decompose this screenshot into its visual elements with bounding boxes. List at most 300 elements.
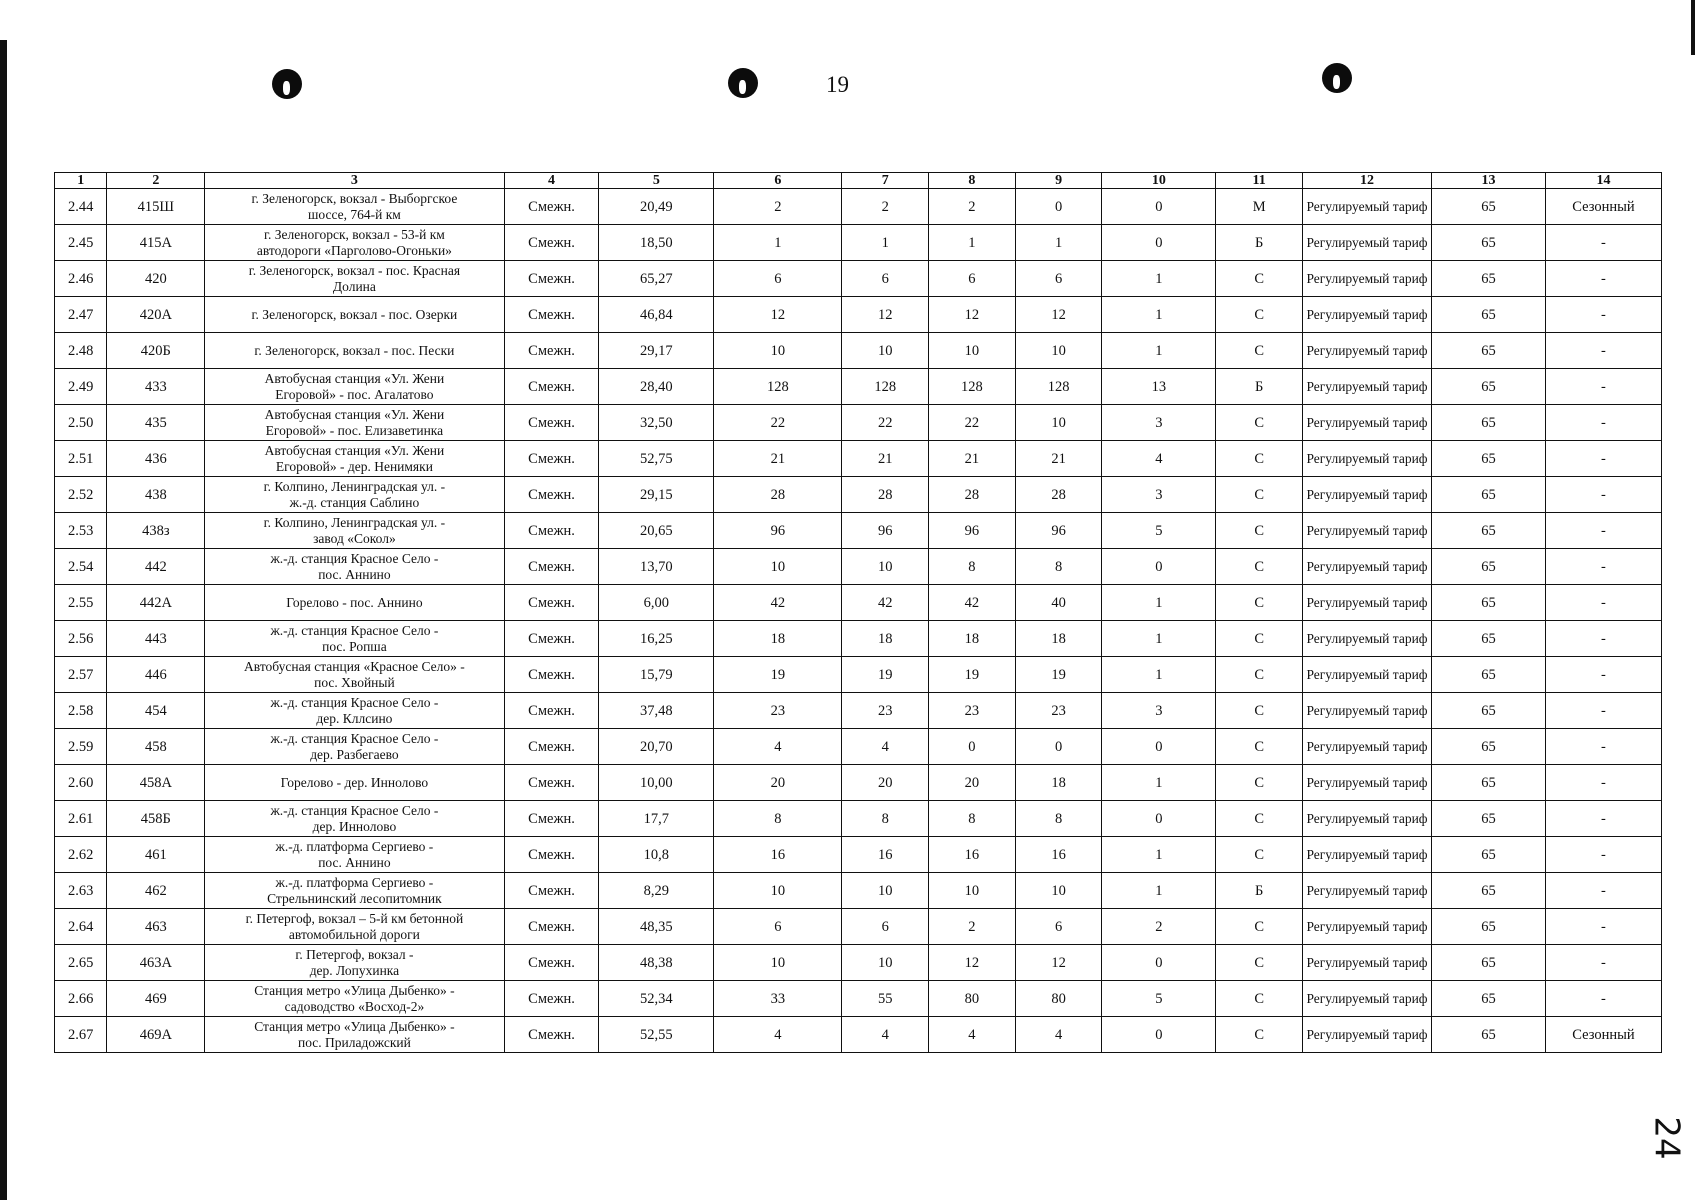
table-cell: - — [1545, 837, 1661, 873]
table-cell: Регулируемый тариф — [1303, 657, 1432, 693]
table-cell: М — [1216, 189, 1303, 225]
table-cell: 10 — [714, 873, 842, 909]
table-cell: 5 — [1102, 513, 1216, 549]
table-cell: 42 — [929, 585, 1016, 621]
table-cell: Смежн. — [504, 801, 599, 837]
table-cell: Регулируемый тариф — [1303, 1017, 1432, 1053]
table-cell: Регулируемый тариф — [1303, 513, 1432, 549]
table-cell: 4 — [842, 729, 929, 765]
table-cell: 3 — [1102, 477, 1216, 513]
table-cell: Регулируемый тариф — [1303, 729, 1432, 765]
table-row — [55, 369, 1662, 405]
table-cell: 10 — [1015, 405, 1102, 441]
table-cell: 48,38 — [599, 945, 714, 981]
table-cell: 65 — [1432, 477, 1546, 513]
table-cell: 8 — [929, 549, 1016, 585]
table-cell: С — [1216, 981, 1303, 1017]
table-row — [55, 297, 1662, 333]
table-row — [55, 333, 1662, 369]
table-cell: 80 — [1015, 981, 1102, 1017]
table-cell: 18 — [714, 621, 842, 657]
table-cell: 2.61 — [55, 801, 107, 837]
table-cell: 2.57 — [55, 657, 107, 693]
table-row — [55, 801, 1662, 837]
table-cell: - — [1545, 945, 1661, 981]
table-cell: 128 — [842, 369, 929, 405]
column-header: 4 — [504, 173, 599, 189]
table-cell: Горелово - пос. Аннино — [205, 585, 504, 621]
table-cell: 4 — [714, 729, 842, 765]
table-cell: 2.49 — [55, 369, 107, 405]
table-row — [55, 405, 1662, 441]
table-cell: С — [1216, 693, 1303, 729]
table-cell: 65 — [1432, 981, 1546, 1017]
table-cell: - — [1545, 549, 1661, 585]
table-cell: 4 — [929, 1017, 1016, 1053]
table-cell: 65 — [1432, 261, 1546, 297]
table-cell: 65 — [1432, 585, 1546, 621]
table-cell: - — [1545, 981, 1661, 1017]
table-row — [55, 981, 1662, 1017]
table-cell: 2 — [714, 189, 842, 225]
table-cell: Регулируемый тариф — [1303, 837, 1432, 873]
table-cell: Смежн. — [504, 873, 599, 909]
table-cell: 1 — [1102, 873, 1216, 909]
table-cell: - — [1545, 873, 1661, 909]
table-cell: 96 — [929, 513, 1016, 549]
table-cell: 1 — [1102, 585, 1216, 621]
table-cell: г. Зеленогорск, вокзал - Выборгское шоссе, 764-й км — [205, 189, 504, 225]
table-cell: 18 — [1015, 621, 1102, 657]
table-cell: 2.64 — [55, 909, 107, 945]
table-cell: С — [1216, 441, 1303, 477]
table-row — [55, 513, 1662, 549]
table-cell: 1 — [1102, 333, 1216, 369]
table-cell: С — [1216, 261, 1303, 297]
table-cell: 435 — [107, 405, 205, 441]
table-cell: Б — [1216, 369, 1303, 405]
table-cell: 2.55 — [55, 585, 107, 621]
table-cell: 46,84 — [599, 297, 714, 333]
column-header: 12 — [1303, 173, 1432, 189]
table-row — [55, 873, 1662, 909]
table-cell: 21 — [1015, 441, 1102, 477]
table-cell: 12 — [842, 297, 929, 333]
table-cell: 80 — [929, 981, 1016, 1017]
table-cell: 65 — [1432, 765, 1546, 801]
table-cell: Регулируемый тариф — [1303, 873, 1432, 909]
table-cell: 16 — [842, 837, 929, 873]
table-cell: 21 — [842, 441, 929, 477]
table-cell: 10 — [714, 333, 842, 369]
table-cell: 65 — [1432, 333, 1546, 369]
table-cell: 19 — [842, 657, 929, 693]
table-cell: Смежн. — [504, 369, 599, 405]
table-cell: Смежн. — [504, 585, 599, 621]
table-cell: 12 — [1015, 297, 1102, 333]
table-body — [55, 189, 1662, 1053]
table-cell: Б — [1216, 225, 1303, 261]
table-cell: 3 — [1102, 693, 1216, 729]
table-cell: 469 — [107, 981, 205, 1017]
table-cell: 1 — [1015, 225, 1102, 261]
table-cell: ж.-д. станция Красное Село - пос. Аннино — [205, 549, 504, 585]
column-header: 3 — [205, 173, 504, 189]
table-cell: С — [1216, 549, 1303, 585]
table-cell: С — [1216, 297, 1303, 333]
table-cell: - — [1545, 513, 1661, 549]
table-cell: С — [1216, 621, 1303, 657]
table-cell: 13,70 — [599, 549, 714, 585]
table-cell: 442А — [107, 585, 205, 621]
table-cell: 2.44 — [55, 189, 107, 225]
table-cell: Смежн. — [504, 513, 599, 549]
table-cell: ж.-д. станция Красное Село - дер. Иннолово — [205, 801, 504, 837]
table-cell: - — [1545, 765, 1661, 801]
table-cell: 0 — [1102, 729, 1216, 765]
table-cell: 6 — [842, 909, 929, 945]
table-cell: 8 — [842, 801, 929, 837]
table-cell: Смежн. — [504, 657, 599, 693]
table-cell: 65 — [1432, 513, 1546, 549]
table-cell: 0 — [929, 729, 1016, 765]
table-cell: 4 — [842, 1017, 929, 1053]
column-header: 1 — [55, 173, 107, 189]
table-cell: 2.46 — [55, 261, 107, 297]
table-cell: 48,35 — [599, 909, 714, 945]
table-cell: 29,17 — [599, 333, 714, 369]
table-cell: 8,29 — [599, 873, 714, 909]
table-row — [55, 477, 1662, 513]
table-cell: Смежн. — [504, 189, 599, 225]
table-cell: С — [1216, 945, 1303, 981]
table-cell: Регулируемый тариф — [1303, 585, 1432, 621]
table-cell: 23 — [929, 693, 1016, 729]
table-cell: Смежн. — [504, 225, 599, 261]
table-cell: 20 — [842, 765, 929, 801]
table-cell: Регулируемый тариф — [1303, 621, 1432, 657]
table-cell: 96 — [714, 513, 842, 549]
table-cell: 28 — [929, 477, 1016, 513]
table-cell: г. Зеленогорск, вокзал - пос. Озерки — [205, 297, 504, 333]
table-cell: 2.58 — [55, 693, 107, 729]
table-cell: Смежн. — [504, 297, 599, 333]
table-cell: 0 — [1102, 1017, 1216, 1053]
table-cell: 4 — [1015, 1017, 1102, 1053]
table-cell: - — [1545, 477, 1661, 513]
table-row — [55, 837, 1662, 873]
table-cell: - — [1545, 657, 1661, 693]
table-header-row — [55, 173, 1662, 189]
table-cell: 12 — [929, 297, 1016, 333]
table-cell: 10 — [842, 549, 929, 585]
table-cell: 22 — [842, 405, 929, 441]
table-cell: - — [1545, 801, 1661, 837]
table-cell: 10,00 — [599, 765, 714, 801]
column-header: 8 — [929, 173, 1016, 189]
table-cell: 1 — [929, 225, 1016, 261]
table-cell: 420Б — [107, 333, 205, 369]
table-cell: 415А — [107, 225, 205, 261]
table-cell: 3 — [1102, 405, 1216, 441]
table-cell: 0 — [1015, 189, 1102, 225]
table-row — [55, 1017, 1662, 1053]
table-cell: 0 — [1102, 549, 1216, 585]
table-cell: Регулируемый тариф — [1303, 549, 1432, 585]
table-cell: ж.-д. станция Красное Село - дер. Разбегаево — [205, 729, 504, 765]
table-cell: 23 — [1015, 693, 1102, 729]
table-cell: 2.47 — [55, 297, 107, 333]
table-cell: Смежн. — [504, 261, 599, 297]
table-cell: 65 — [1432, 405, 1546, 441]
table-cell: 42 — [842, 585, 929, 621]
table-cell: 65 — [1432, 297, 1546, 333]
table-cell: г. Зеленогорск, вокзал - пос. Пески — [205, 333, 504, 369]
table-row — [55, 225, 1662, 261]
table-cell: 52,55 — [599, 1017, 714, 1053]
table-cell: Сезонный — [1545, 1017, 1661, 1053]
table-cell: 65 — [1432, 369, 1546, 405]
table-cell: 443 — [107, 621, 205, 657]
table-cell: 55 — [842, 981, 929, 1017]
table-cell: 458Б — [107, 801, 205, 837]
table-cell: 18 — [842, 621, 929, 657]
table-cell: 469А — [107, 1017, 205, 1053]
table-cell: 16,25 — [599, 621, 714, 657]
table-cell: 28 — [714, 477, 842, 513]
table-cell: - — [1545, 333, 1661, 369]
table-cell: Регулируемый тариф — [1303, 369, 1432, 405]
table-cell: - — [1545, 225, 1661, 261]
table-cell: 65 — [1432, 441, 1546, 477]
table-cell: 458 — [107, 729, 205, 765]
table-cell: Регулируемый тариф — [1303, 981, 1432, 1017]
table-row — [55, 945, 1662, 981]
table-cell: 20,70 — [599, 729, 714, 765]
table-cell: Регулируемый тариф — [1303, 297, 1432, 333]
table-row — [55, 765, 1662, 801]
table-cell: Регулируемый тариф — [1303, 261, 1432, 297]
table-row — [55, 261, 1662, 297]
table-row — [55, 693, 1662, 729]
table-cell: Станция метро «Улица Дыбенко» - садоводство «Восход-2» — [205, 981, 504, 1017]
table-cell: 65 — [1432, 801, 1546, 837]
table-cell: 65 — [1432, 693, 1546, 729]
table-cell: С — [1216, 477, 1303, 513]
table-cell: 29,15 — [599, 477, 714, 513]
table-cell: - — [1545, 693, 1661, 729]
table-cell: 0 — [1015, 729, 1102, 765]
table-cell: 128 — [929, 369, 1016, 405]
table-cell: Регулируемый тариф — [1303, 765, 1432, 801]
table-cell: 22 — [714, 405, 842, 441]
table-cell: Смежн. — [504, 1017, 599, 1053]
table-cell: Автобусная станция «Ул. Жени Егоровой» - пос. Агалатово — [205, 369, 504, 405]
table-cell: 10 — [714, 549, 842, 585]
punch-hole-center — [728, 68, 758, 98]
table-cell: 436 — [107, 441, 205, 477]
column-header: 6 — [714, 173, 842, 189]
table-cell: 10,8 — [599, 837, 714, 873]
table-cell: 0 — [1102, 945, 1216, 981]
table-cell: 1 — [714, 225, 842, 261]
table-cell: Станция метро «Улица Дыбенко» - пос. Приладожский — [205, 1017, 504, 1053]
table-cell: 20,65 — [599, 513, 714, 549]
table-cell: 2.48 — [55, 333, 107, 369]
table-cell: - — [1545, 369, 1661, 405]
table-cell: 1 — [1102, 765, 1216, 801]
table-cell: 2.54 — [55, 549, 107, 585]
table-cell: 8 — [1015, 801, 1102, 837]
column-header: 11 — [1216, 173, 1303, 189]
table-cell: 2.66 — [55, 981, 107, 1017]
table-cell: - — [1545, 621, 1661, 657]
table-cell: 6 — [842, 261, 929, 297]
table-cell: - — [1545, 729, 1661, 765]
column-header: 13 — [1432, 173, 1546, 189]
table-cell: ж.-д. платформа Сергиево - Стрельнинский лесопитомник — [205, 873, 504, 909]
table-cell: 12 — [1015, 945, 1102, 981]
table-cell: Автобусная станция «Ул. Жени Егоровой» - пос. Елизаветинка — [205, 405, 504, 441]
table-cell: 415Ш — [107, 189, 205, 225]
table-cell: 2.51 — [55, 441, 107, 477]
punch-hole-right — [1322, 63, 1352, 93]
table-cell: 18 — [1015, 765, 1102, 801]
table-cell: 2.45 — [55, 225, 107, 261]
table-cell: Смежн. — [504, 333, 599, 369]
table-cell: 461 — [107, 837, 205, 873]
table-cell: Регулируемый тариф — [1303, 801, 1432, 837]
table-cell: Смежн. — [504, 909, 599, 945]
column-header: 14 — [1545, 173, 1661, 189]
table-cell: Регулируемый тариф — [1303, 945, 1432, 981]
table-cell: 438з — [107, 513, 205, 549]
table-cell: 10 — [929, 333, 1016, 369]
table-cell: 65 — [1432, 621, 1546, 657]
table-cell: ж.-д. станция Красное Село - дер. Кллсино — [205, 693, 504, 729]
table-cell: Регулируемый тариф — [1303, 225, 1432, 261]
table-cell: Смежн. — [504, 693, 599, 729]
table-cell: 458А — [107, 765, 205, 801]
routes-table — [54, 172, 1662, 1053]
punch-hole-left — [272, 69, 302, 99]
scan-right-edge-mark — [1691, 0, 1695, 55]
table-cell: - — [1545, 441, 1661, 477]
table-cell: 10 — [714, 945, 842, 981]
table-cell: Регулируемый тариф — [1303, 693, 1432, 729]
table-cell: 10 — [929, 873, 1016, 909]
table-cell: С — [1216, 333, 1303, 369]
table-cell: 28 — [842, 477, 929, 513]
table-cell: 19 — [929, 657, 1016, 693]
table-cell: 65 — [1432, 909, 1546, 945]
table-row — [55, 585, 1662, 621]
table-cell: 22 — [929, 405, 1016, 441]
table-cell: С — [1216, 801, 1303, 837]
table-cell: Регулируемый тариф — [1303, 405, 1432, 441]
table-cell: 1 — [842, 225, 929, 261]
table-cell: 454 — [107, 693, 205, 729]
table-cell: 2 — [929, 189, 1016, 225]
table-cell: 65 — [1432, 873, 1546, 909]
table-cell: 420 — [107, 261, 205, 297]
column-header: 7 — [842, 173, 929, 189]
table-cell: 0 — [1102, 189, 1216, 225]
table-cell: 19 — [714, 657, 842, 693]
table-cell: г. Петергоф, вокзал - дер. Лопухинка — [205, 945, 504, 981]
table-cell: 463 — [107, 909, 205, 945]
table-cell: 2 — [842, 189, 929, 225]
table-cell: Регулируемый тариф — [1303, 477, 1432, 513]
table-cell: С — [1216, 837, 1303, 873]
table-cell: 2.67 — [55, 1017, 107, 1053]
table-cell: 23 — [842, 693, 929, 729]
table-row — [55, 909, 1662, 945]
table-cell: 10 — [842, 945, 929, 981]
table-cell: 8 — [929, 801, 1016, 837]
table-cell: 32,50 — [599, 405, 714, 441]
table-cell: 463А — [107, 945, 205, 981]
table-cell: Автобусная станция «Ул. Жени Егоровой» - дер. Ненимяки — [205, 441, 504, 477]
table-cell: 2.56 — [55, 621, 107, 657]
table-cell: 6 — [714, 909, 842, 945]
table-cell: Смежн. — [504, 765, 599, 801]
scan-left-edge — [0, 40, 7, 1200]
table-cell: 18 — [929, 621, 1016, 657]
table-cell: С — [1216, 657, 1303, 693]
table-cell: 65 — [1432, 189, 1546, 225]
table-cell: Регулируемый тариф — [1303, 189, 1432, 225]
table-cell: г. Петергоф, вокзал – 5-й км бетонной автомобильной дороги — [205, 909, 504, 945]
table-cell: Смежн. — [504, 477, 599, 513]
table-cell: 6 — [1015, 261, 1102, 297]
handwritten-page-mark: 24 — [1646, 1116, 1687, 1160]
table-cell: 17,7 — [599, 801, 714, 837]
table-cell: 12 — [714, 297, 842, 333]
table-cell: 8 — [1015, 549, 1102, 585]
table-cell: 10 — [842, 873, 929, 909]
table-cell: 16 — [714, 837, 842, 873]
table-row — [55, 657, 1662, 693]
table-cell: 5 — [1102, 981, 1216, 1017]
table-cell: 96 — [1015, 513, 1102, 549]
table-cell: Регулируемый тариф — [1303, 909, 1432, 945]
table-cell: Смежн. — [504, 549, 599, 585]
table-cell: 128 — [1015, 369, 1102, 405]
table-cell: 2.52 — [55, 477, 107, 513]
table-cell: г. Колпино, Ленинградская ул. - ж.-д. станция Саблино — [205, 477, 504, 513]
table-cell: 2.65 — [55, 945, 107, 981]
table-cell: 28 — [1015, 477, 1102, 513]
table-cell: ж.-д. станция Красное Село - пос. Ропша — [205, 621, 504, 657]
table-cell: 1 — [1102, 261, 1216, 297]
table-cell: 65 — [1432, 1017, 1546, 1053]
table-cell: 12 — [929, 945, 1016, 981]
table-cell: 6,00 — [599, 585, 714, 621]
table-cell: Сезонный — [1545, 189, 1661, 225]
table-cell: 8 — [714, 801, 842, 837]
table-cell: - — [1545, 405, 1661, 441]
table-cell: 37,48 — [599, 693, 714, 729]
table-cell: 10 — [1015, 333, 1102, 369]
table-cell: 19 — [1015, 657, 1102, 693]
table-cell: 1 — [1102, 657, 1216, 693]
table-cell: 96 — [842, 513, 929, 549]
table-cell: 13 — [1102, 369, 1216, 405]
table-cell: 18,50 — [599, 225, 714, 261]
table-row — [55, 549, 1662, 585]
table-cell: Б — [1216, 873, 1303, 909]
